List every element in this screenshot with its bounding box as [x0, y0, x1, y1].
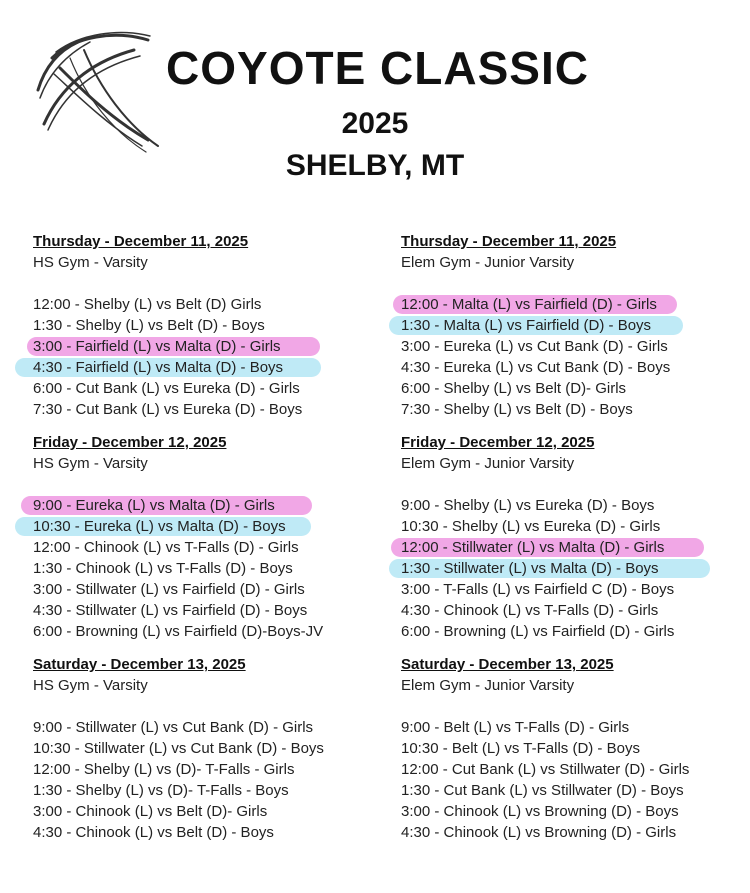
game-row-highlighted: 9:00 - Eureka (L) vs Malta (D) - Girls: [33, 495, 393, 516]
game-row: 4:30 - Chinook (L) vs Browning (D) - Girls: [401, 824, 677, 841]
game-row: 7:30 - Cut Bank (L) vs Eureka (D) - Boys: [33, 401, 303, 418]
game-row: 9:00 - Stillwater (L) vs Cut Bank (D) - Girls: [33, 719, 314, 736]
day-heading: Saturday - December 13, 2025: [33, 656, 246, 673]
game-row-highlighted: 12:00 - Stillwater (L) vs Malta (D) - Girls: [401, 537, 750, 558]
game-row: 10:30 - Stillwater (L) vs Cut Bank (D) - Boys: [33, 740, 324, 757]
game-row: 6:00 - Cut Bank (L) vs Eureka (D) - Girls: [33, 380, 300, 397]
game-row-highlighted: 10:30 - Eureka (L) vs Malta (D) - Boys: [33, 516, 393, 537]
day-heading: Thursday - December 11, 2025: [401, 233, 617, 250]
game-row: 3:00 - Chinook (L) vs Belt (D)- Girls: [33, 803, 268, 820]
event-location: SHELBY, MT: [285, 149, 465, 182]
game-row: 4:30 - Chinook (L) vs Belt (D) - Boys: [33, 824, 274, 841]
game-row: 12:00 - Chinook (L) vs T-Falls (D) - Girls: [33, 539, 299, 556]
schedule-day-friday: [401, 432, 750, 642]
game-row: 3:00 - Chinook (L) vs Browning (D) - Boys: [401, 803, 679, 820]
game-row: 6:00 - Browning (L) vs Fairfield (D)-Boys-JV: [33, 623, 324, 640]
game-row-highlighted: 4:30 - Fairfield (L) vs Malta (D) - Boys: [33, 357, 393, 378]
game-row: 3:00 - T-Falls (L) vs Fairfield C (D) - Boys: [401, 581, 675, 598]
game-row: 9:00 - Belt (L) vs T-Falls (D) - Girls: [401, 719, 630, 736]
schedule-day-saturday: [401, 654, 750, 843]
game-row: 3:00 - Eureka (L) vs Cut Bank (D) - Girls: [401, 338, 668, 355]
game-row: 1:30 - Shelby (L) vs (D)- T-Falls - Boys: [33, 782, 289, 799]
junior-varsity-schedule-column: [401, 231, 750, 843]
venue-label: HS Gym - Varsity: [33, 254, 148, 271]
venue-label: HS Gym - Varsity: [33, 455, 148, 472]
day-heading: Saturday - December 13, 2025: [401, 656, 614, 673]
game-row: 12:00 - Shelby (L) vs (D)- T-Falls - Girls: [33, 761, 295, 778]
game-row: 12:00 - Cut Bank (L) vs Stillwater (D) - Girls: [401, 761, 690, 778]
venue-label: HS Gym - Varsity: [33, 677, 148, 694]
venue-label: Elem Gym - Junior Varsity: [401, 254, 575, 271]
game-row: 10:30 - Shelby (L) vs Eureka (D) - Girls: [401, 518, 661, 535]
venue-label: Elem Gym - Junior Varsity: [401, 677, 575, 694]
game-row: 4:30 - Eureka (L) vs Cut Bank (D) - Boys: [401, 359, 671, 376]
game-row: 1:30 - Shelby (L) vs Belt (D) - Boys: [33, 317, 265, 334]
event-title: COYOTE CLASSIC: [166, 42, 589, 94]
game-row: 3:00 - Stillwater (L) vs Fairfield (D) - Girls: [33, 581, 305, 598]
game-row: 10:30 - Belt (L) vs T-Falls (D) - Boys: [401, 740, 640, 757]
event-year: 2025: [341, 107, 409, 140]
game-row: 9:00 - Shelby (L) vs Eureka (D) - Boys: [401, 497, 655, 514]
venue-label: Elem Gym - Junior Varsity: [401, 455, 575, 472]
day-heading: Friday - December 12, 2025: [401, 434, 595, 451]
game-row: 4:30 - Stillwater (L) vs Fairfield (D) - Boys: [33, 602, 308, 619]
schedule-day-saturday: [33, 654, 393, 843]
varsity-schedule-column: [33, 231, 393, 843]
schedule-day-thursday: [401, 231, 750, 420]
game-row: 6:00 - Browning (L) vs Fairfield (D) - Girls: [401, 623, 675, 640]
game-row: 12:00 - Shelby (L) vs Belt (D) Girls: [33, 296, 262, 313]
game-row-highlighted: 1:30 - Malta (L) vs Fairfield (D) - Boys: [401, 315, 750, 336]
day-heading: Friday - December 12, 2025: [33, 434, 227, 451]
game-row: 1:30 - Cut Bank (L) vs Stillwater (D) - Boys: [401, 782, 684, 799]
schedule-day-thursday: [33, 231, 393, 420]
game-row-highlighted: 1:30 - Stillwater (L) vs Malta (D) - Boys: [401, 558, 750, 579]
game-row: 7:30 - Shelby (L) vs Belt (D) - Boys: [401, 401, 633, 418]
schedule-day-friday: [33, 432, 393, 642]
game-row: 1:30 - Chinook (L) vs T-Falls (D) - Boys: [33, 560, 293, 577]
game-row-highlighted: 12:00 - Malta (L) vs Fairfield (D) - Girls: [401, 294, 750, 315]
day-heading: Thursday - December 11, 2025: [33, 233, 249, 250]
game-row-highlighted: 3:00 - Fairfield (L) vs Malta (D) - Girls: [33, 336, 393, 357]
game-row: 6:00 - Shelby (L) vs Belt (D)- Girls: [401, 380, 627, 397]
game-row: 4:30 - Chinook (L) vs T-Falls (D) - Girls: [401, 602, 659, 619]
